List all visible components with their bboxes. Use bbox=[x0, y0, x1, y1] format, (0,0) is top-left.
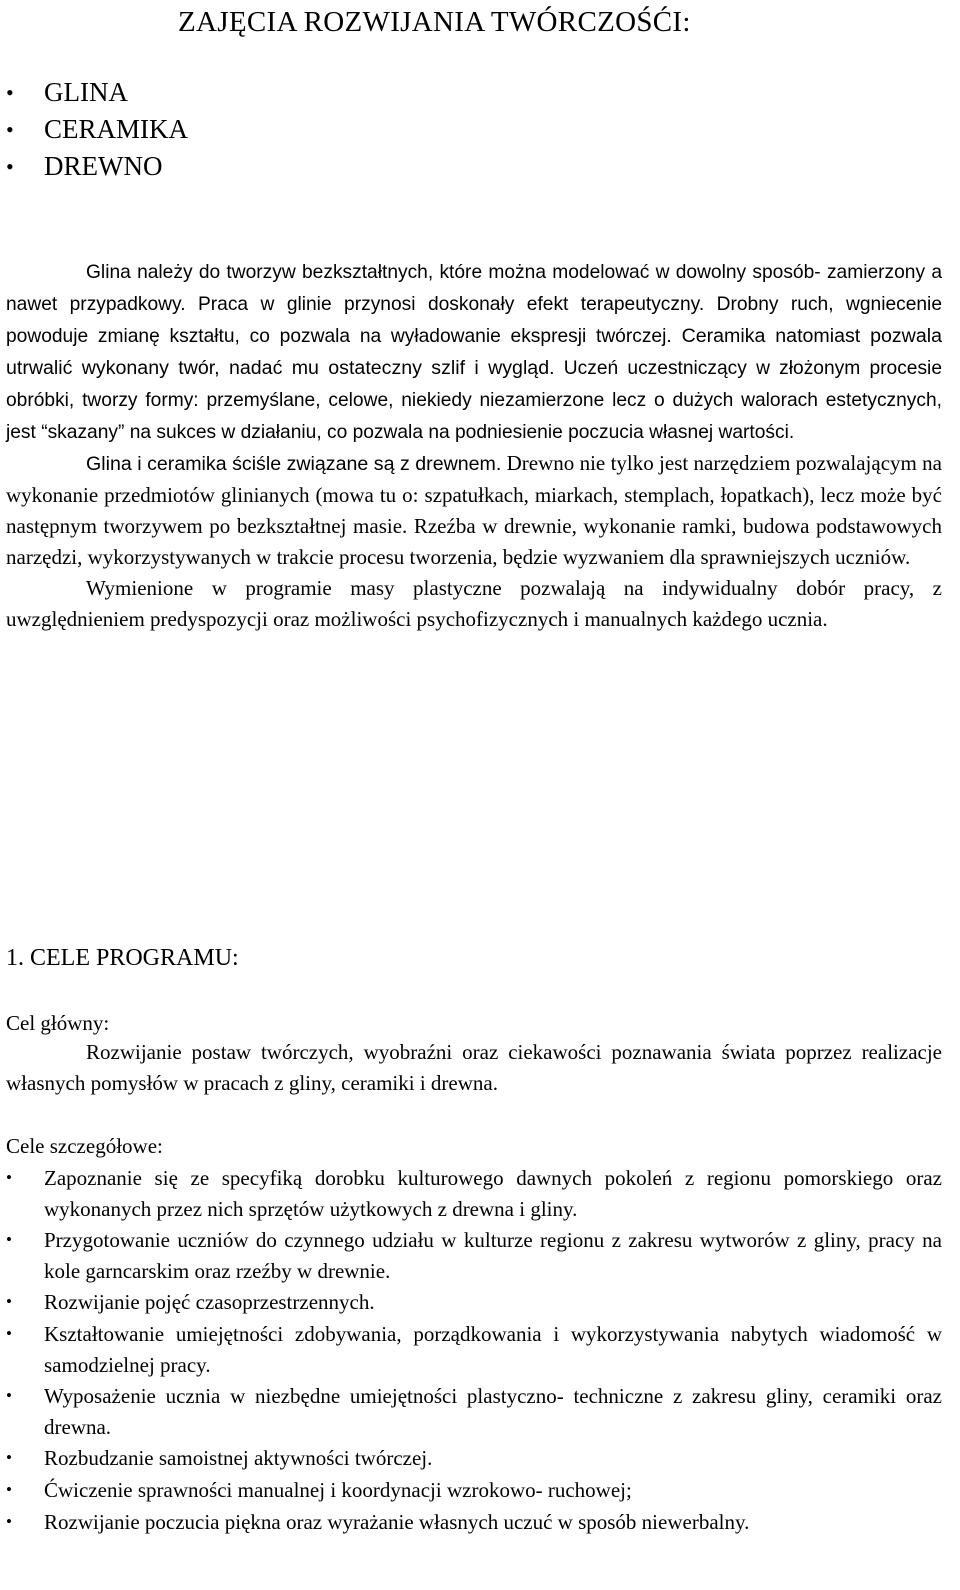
list-item: • Rozwijanie pojęć czasoprzestrzennych. bbox=[0, 1287, 942, 1318]
detailed-goals-list bbox=[0, 1163, 942, 1538]
bullet-icon: • bbox=[6, 154, 14, 179]
intro-paragraph-3: Wymienione w programie masy plastyczne pozwalają na indywidualny dobór pracy, z uwzględnieniem predyspozycji oraz możliwości psychofizycznych i manualnych każdego ucznia. bbox=[6, 576, 942, 631]
material-item: • GLINA bbox=[0, 74, 188, 111]
bullet-icon: • bbox=[6, 1511, 12, 1531]
main-goal-label: Cel główny: bbox=[6, 1011, 110, 1035]
bullet-icon: • bbox=[6, 117, 14, 142]
bullet-icon: • bbox=[6, 1230, 12, 1250]
document-title: ZAJĘCIA ROZWIJANIA TWÓRCZOŚĆI: bbox=[178, 6, 691, 38]
intro-paragraph-1: Glina należy do tworzyw bezkształtnych, które można modelować w dowolny sposób- zamierzony a nawet przypadkowy. Praca w glinie przynosi doskonały efekt terapeutyczny. Drobny ruch, wgniecenie powoduje zmianę kształtu, co pozwala na wyładowanie ekspresji twórczej. Ceramika natomiast pozwala utrwalić wykonany twór, nadać mu ostateczny szlif i wygląd. Uczeń uczestniczący w złożonym procesie obróbki, tworzy formy: przemyślane, celowe, niekiedy niezamierzone lecz o dużych walorach estetycznych, jest “skazany” na sukces w działaniu, co pozwala na podniesienie poczucia własnej wartości. bbox=[6, 262, 942, 443]
bullet-icon: • bbox=[6, 1479, 12, 1499]
list-item: • Przygotowanie uczniów do czynnego udziału w kulturze regionu z zakresu wytworów z gliny, pracy na kole garncarskim oraz rzeźby w drewnie. bbox=[0, 1225, 942, 1286]
intro-paragraph-2: Glina i ceramika ściśle związane są z drewnem. Drewno nie tylko jest narzędziem pozwalającym na wykonanie przedmiotów glinianych (mowa tu o: szpatułkach, miarkach, stemplach, łopatkach), lecz może być następnym tworzywem po bezkształtnej masie. Rzeźba w drewnie, wykonanie ramki, budowa podstawowych narzędzi, wykorzystywanych w trakcie procesu tworzenia, będzie wyzwaniem dla sprawniejszych uczniów. bbox=[6, 451, 942, 569]
detailed-goals-label: Cele szczegółowe: bbox=[6, 1134, 163, 1158]
list-item: • Rozwijanie poczucia piękna oraz wyrażanie własnych uczuć w sposób niewerbalny. bbox=[0, 1507, 942, 1538]
list-item: • Zapoznanie się ze specyfiką dorobku kulturowego dawnych pokoleń z regionu pomorskiego oraz wykonanych przez nich sprzętów użytkowych z drewna i gliny. bbox=[0, 1163, 942, 1224]
list-item: • Kształtowanie umiejętności zdobywania, porządkowania i wykorzystywania nabytych wiadomość w samodzielnej pracy. bbox=[0, 1319, 942, 1380]
materials-list bbox=[0, 74, 188, 185]
bullet-icon: • bbox=[6, 80, 14, 105]
material-item: • CERAMIKA bbox=[0, 111, 188, 148]
bullet-icon: • bbox=[6, 1386, 12, 1406]
bullet-icon: • bbox=[6, 1292, 12, 1312]
list-item: • Rozbudzanie samoistnej aktywności twórczej. bbox=[0, 1443, 942, 1474]
list-item: • Ćwiczenie sprawności manualnej i koordynacji wzrokowo- ruchowej; bbox=[0, 1475, 942, 1506]
bullet-icon: • bbox=[6, 1168, 12, 1187]
bullet-icon: • bbox=[6, 1448, 12, 1468]
intro-text bbox=[6, 256, 942, 635]
list-item: • Wyposażenie ucznia w niezbędne umiejętności plastyczno- techniczne z zakresu gliny, ceramiki oraz drewna. bbox=[0, 1381, 942, 1442]
bullet-icon: • bbox=[6, 1323, 12, 1343]
material-item: • DREWNO bbox=[0, 148, 188, 185]
section-title: 1. CELE PROGRAMU: bbox=[6, 945, 239, 971]
main-goal-text: Rozwijanie postaw twórczych, wyobraźni oraz ciekawości poznawania świata poprzez realizacje własnych pomysłów w pracach z gliny, ceramiki i drewna. bbox=[6, 1040, 942, 1095]
